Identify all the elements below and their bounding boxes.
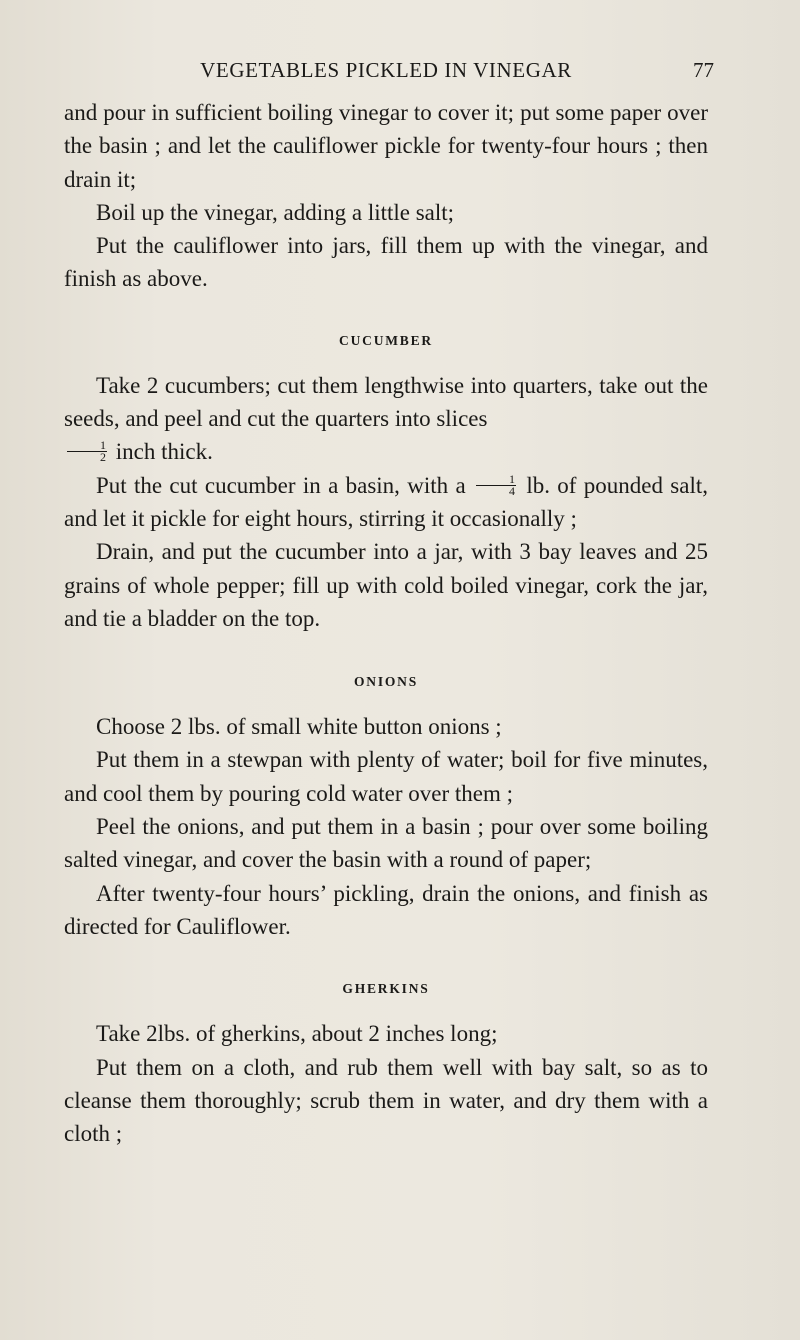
- intro-paragraph-1: and pour in sufficient boiling vinegar to cover it; put some paper over the basin ; and let the cauliflower pickle for twenty-four hours ; then drain it;: [64, 100, 708, 192]
- onions-paragraph-4: After twenty-four hours’ pickling, drain the onions, and finish as directed for Cauliflower.: [64, 880, 708, 939]
- fraction-numerator: 1: [476, 474, 516, 486]
- fraction-numerator: 1: [67, 440, 107, 452]
- intro-paragraph-3: Put the cauliflower into jars, fill them up with the vinegar, and finish as above.: [64, 233, 708, 292]
- intro-paragraph-2: Boil up the vinegar, adding a little salt;: [96, 199, 455, 225]
- gherkins-paragraph-1: Take 2lbs. of gherkins, about 2 inches long;: [96, 1021, 498, 1047]
- cucumber-p1-end: inch thick.: [115, 439, 213, 465]
- fraction-denominator: 2: [100, 450, 106, 465]
- fraction-denominator: 4: [508, 483, 515, 498]
- page-content: [64, 96, 708, 1150]
- onions-paragraph-2: Put them in a stewpan with plenty of water; boil for five minutes, and cool them by pouring cold water over them ;: [64, 747, 708, 806]
- running-title: VEGETABLES PICKLED IN VINEGAR: [200, 58, 572, 82]
- fraction-half: [67, 440, 107, 463]
- section-heading-cucumber: CUCUMBER: [339, 332, 433, 348]
- onions-paragraph-1: Choose 2 lbs. of small white button onions ;: [96, 714, 502, 740]
- gherkins-paragraph-2: Put them on a cloth, and rub them well with bay salt, so as to cleanse them thoroughly; scrub them in water, and dry them with a cloth ;: [64, 1054, 708, 1147]
- cucumber-p1-text: Take 2 cucumbers; cut them lengthwise into quarters, take out the seeds, and peel and cut the quarters into slices: [64, 372, 708, 432]
- fraction-quarter: [476, 471, 516, 498]
- section-heading-gherkins: GHERKINS: [342, 981, 430, 997]
- cucumber-paragraph-2: [64, 469, 708, 536]
- cucumber-paragraph-3: Drain, and put the cucumber into a jar, with 3 bay leaves and 25 grains of whole pepper; fill up with cold boiled vinegar, cork the jar, and tie a bladder on the top.: [64, 539, 708, 631]
- section-heading-onions: ONIONS: [353, 674, 419, 690]
- cucumber-p2-start: Put the cut cucumber in a basin, with a: [96, 472, 466, 498]
- cucumber-p2-end: lb. of pounded salt, and let it pickle for eight hours, stirring it occasionally ;: [64, 472, 708, 531]
- running-header: [64, 50, 714, 90]
- onions-paragraph-3: Peel the onions, and put them in a basin ; pour over some boiling salted vinegar, and cover the basin with a round of paper;: [64, 814, 708, 873]
- page-number: 77: [693, 58, 714, 82]
- cucumber-paragraph-1: [64, 369, 708, 469]
